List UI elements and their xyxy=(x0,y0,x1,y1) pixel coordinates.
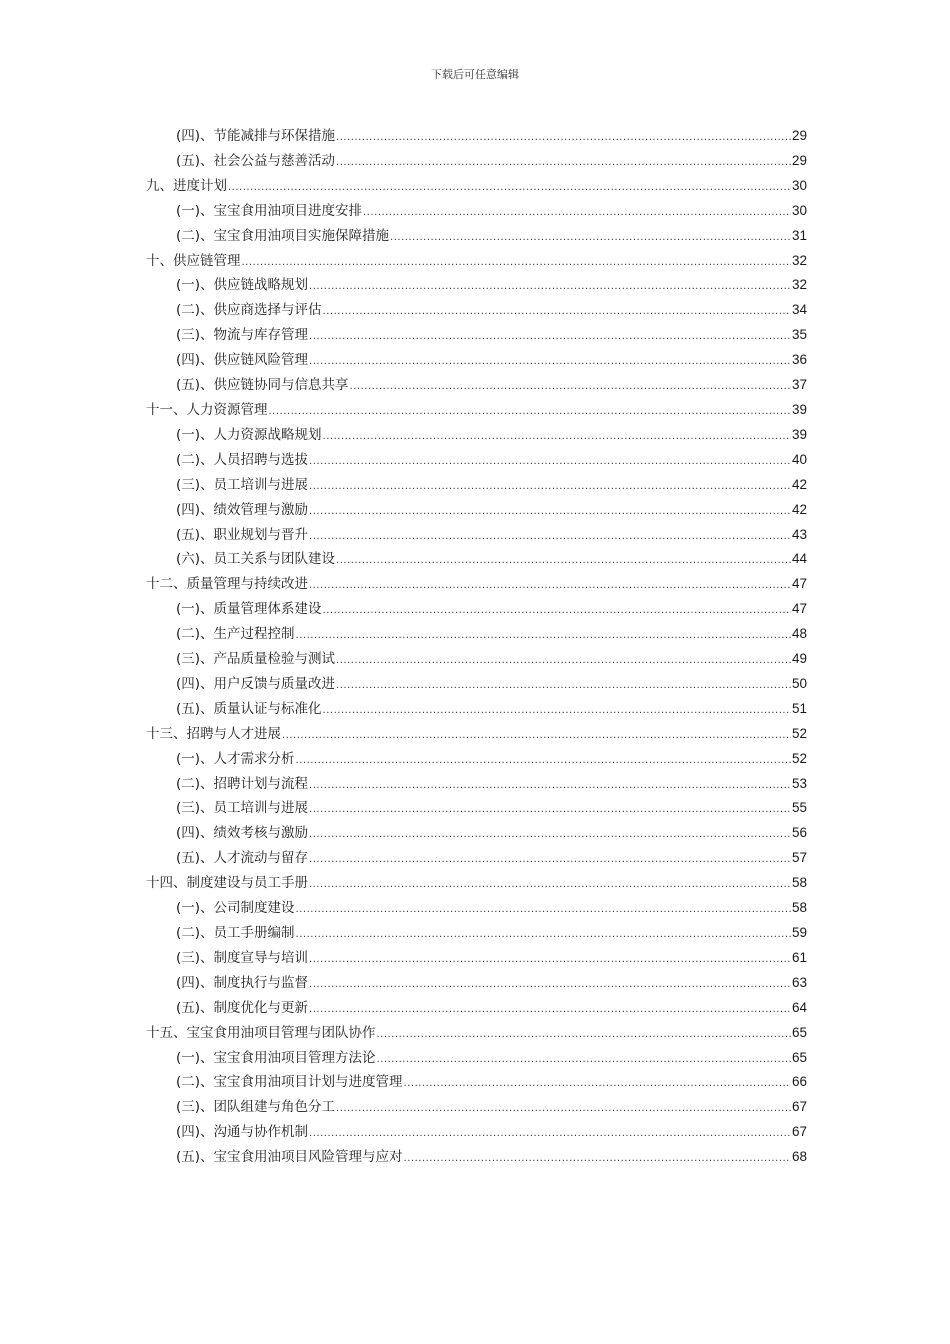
toc-section-entry[interactable] xyxy=(146,821,807,846)
toc-section-entry[interactable] xyxy=(146,1046,807,1071)
toc-section-entry[interactable] xyxy=(146,199,807,224)
toc-page-number: 42 xyxy=(791,501,807,517)
toc-section-entry[interactable] xyxy=(146,473,807,498)
toc-dot-leader xyxy=(404,1078,791,1089)
toc-entry-title: (三)、团队组建与角色分工 xyxy=(176,1099,336,1116)
toc-dot-leader xyxy=(296,755,791,766)
toc-dot-leader xyxy=(377,1054,791,1065)
toc-entry-title: (一)、宝宝食用油项目进度安排 xyxy=(176,202,363,219)
toc-entry-title: (二)、招聘计划与流程 xyxy=(176,775,309,792)
toc-dot-leader xyxy=(323,605,791,616)
toc-dot-leader xyxy=(309,331,791,342)
toc-chapter-entry[interactable] xyxy=(146,398,807,423)
toc-dot-leader xyxy=(363,207,791,218)
toc-section-entry[interactable] xyxy=(146,846,807,871)
toc-dot-leader xyxy=(377,1029,791,1040)
toc-page-number: 48 xyxy=(791,626,807,642)
toc-entry-title: (四)、供应链风险管理 xyxy=(176,352,309,369)
toc-section-entry[interactable] xyxy=(146,423,807,448)
toc-section-entry[interactable] xyxy=(146,1070,807,1095)
toc-dot-leader xyxy=(296,929,791,940)
toc-entry-title: (四)、节能减排与环保措施 xyxy=(176,128,336,144)
table-of-contents xyxy=(146,124,807,1170)
toc-dot-leader xyxy=(350,381,791,392)
toc-page-number: 49 xyxy=(791,651,807,667)
toc-page-number: 58 xyxy=(791,875,807,891)
toc-chapter-entry[interactable] xyxy=(146,722,807,747)
toc-entry-title: (四)、绩效考核与激励 xyxy=(176,825,309,842)
toc-page-number: 42 xyxy=(791,476,807,492)
toc-section-entry[interactable] xyxy=(146,1095,807,1120)
toc-page-number: 61 xyxy=(791,949,807,965)
toc-dot-leader xyxy=(309,506,791,517)
toc-dot-leader xyxy=(242,257,791,268)
toc-page-number: 47 xyxy=(791,601,807,617)
toc-entry-title: (二)、生产过程控制 xyxy=(176,626,295,643)
toc-page-number: 43 xyxy=(791,526,807,542)
toc-page-number: 37 xyxy=(791,377,807,393)
toc-dot-leader xyxy=(309,979,791,990)
toc-section-entry[interactable] xyxy=(146,373,807,398)
toc-dot-leader xyxy=(309,1004,791,1015)
toc-section-entry[interactable] xyxy=(146,523,807,548)
toc-page-number: 56 xyxy=(791,825,807,841)
page-header: 下载后可任意编辑 xyxy=(431,68,519,81)
toc-entry-title: 十二、质量管理与持续改进 xyxy=(146,576,308,593)
toc-page-number: 63 xyxy=(791,974,807,990)
toc-dot-leader xyxy=(336,680,791,691)
toc-chapter-entry[interactable] xyxy=(146,871,807,896)
toc-section-entry[interactable] xyxy=(146,647,807,672)
toc-section-entry[interactable] xyxy=(146,796,807,821)
toc-entry-title: (二)、宝宝食用油项目实施保障措施 xyxy=(176,227,390,244)
toc-dot-leader xyxy=(309,580,791,591)
toc-entry-title: 十一、人力资源管理 xyxy=(146,401,268,418)
toc-page-number: 59 xyxy=(791,925,807,940)
toc-entry-title: (二)、宝宝食用油项目计划与进度管理 xyxy=(176,1074,403,1091)
toc-section-entry[interactable] xyxy=(146,1120,807,1145)
toc-dot-leader xyxy=(309,531,791,542)
toc-page-number: 44 xyxy=(791,551,807,567)
toc-entry-title: 十四、制度建设与员工手册 xyxy=(146,875,308,892)
toc-page-number: 34 xyxy=(791,302,807,318)
toc-dot-leader xyxy=(336,132,791,143)
toc-chapter-entry[interactable] xyxy=(146,572,807,597)
toc-page-number: 47 xyxy=(791,576,807,592)
toc-entry-title: 十五、宝宝食用油项目管理与团队协作 xyxy=(146,1024,376,1041)
toc-page-number: 67 xyxy=(791,1124,807,1140)
toc-entry-title: (五)、社会公益与慈善活动 xyxy=(176,152,336,169)
toc-page-number: 30 xyxy=(791,177,807,193)
toc-entry-title: (三)、制度宣导与培训 xyxy=(176,949,309,966)
toc-entry-title: 十三、招聘与人才进展 xyxy=(146,725,281,742)
toc-section-entry[interactable] xyxy=(146,298,807,323)
toc-dot-leader xyxy=(228,182,791,193)
toc-page-number: 35 xyxy=(791,327,807,343)
toc-entry-title: (五)、质量认证与标准化 xyxy=(176,700,322,717)
toc-dot-leader xyxy=(323,705,791,716)
toc-section-entry[interactable] xyxy=(146,348,807,373)
toc-entry-title: (三)、产品质量检验与测试 xyxy=(176,651,336,668)
toc-section-entry[interactable] xyxy=(146,672,807,697)
toc-dot-leader xyxy=(296,630,791,641)
toc-dot-leader xyxy=(296,904,791,915)
toc-section-entry[interactable] xyxy=(146,971,807,996)
toc-entry-title: 十、供应链管理 xyxy=(146,252,241,269)
toc-entry-title: (五)、人才流动与留存 xyxy=(176,850,309,867)
toc-section-entry[interactable] xyxy=(146,149,807,174)
toc-page-number: 65 xyxy=(791,1024,807,1040)
toc-entry-title: (一)、人才需求分析 xyxy=(176,750,295,767)
toc-page-number: 40 xyxy=(791,451,807,467)
toc-section-entry[interactable] xyxy=(146,622,807,647)
toc-dot-leader xyxy=(323,306,791,317)
toc-section-entry[interactable] xyxy=(146,273,807,298)
toc-entry-title: (四)、用户反馈与质量改进 xyxy=(176,675,336,692)
toc-dot-leader xyxy=(336,655,791,666)
toc-page-number: 68 xyxy=(791,1149,807,1165)
toc-section-entry[interactable] xyxy=(146,896,807,921)
toc-dot-leader xyxy=(404,1153,791,1164)
toc-dot-leader xyxy=(309,780,791,791)
toc-dot-leader xyxy=(336,1103,791,1114)
toc-dot-leader xyxy=(323,431,791,442)
toc-section-entry[interactable] xyxy=(146,772,807,797)
toc-dot-leader xyxy=(336,555,791,566)
toc-entry-title: (五)、制度优化与更新 xyxy=(176,999,309,1016)
toc-dot-leader xyxy=(309,804,791,815)
toc-section-entry[interactable] xyxy=(146,323,807,348)
toc-section-entry[interactable] xyxy=(146,996,807,1021)
toc-page-number: 31 xyxy=(791,227,807,243)
toc-page-number: 51 xyxy=(791,700,807,716)
toc-entry-title: (五)、供应链协同与信息共享 xyxy=(176,377,349,394)
toc-page-number: 30 xyxy=(791,202,807,218)
toc-dot-leader xyxy=(282,730,791,741)
toc-dot-leader xyxy=(309,829,791,840)
toc-section-entry[interactable] xyxy=(146,498,807,523)
toc-dot-leader xyxy=(336,157,791,168)
toc-entry-title: (五)、宝宝食用油项目风险管理与应对 xyxy=(176,1149,403,1166)
toc-section-entry[interactable] xyxy=(146,224,807,249)
toc-chapter-entry[interactable] xyxy=(146,249,807,274)
toc-dot-leader xyxy=(390,232,791,243)
toc-dot-leader xyxy=(309,879,791,890)
toc-entry-title: (四)、绩效管理与激励 xyxy=(176,501,309,518)
toc-dot-leader xyxy=(309,456,791,467)
toc-entry-title: (三)、物流与库存管理 xyxy=(176,327,309,344)
toc-entry-title: (一)、宝宝食用油项目管理方法论 xyxy=(176,1049,376,1066)
toc-entry-title: (四)、沟通与协作机制 xyxy=(176,1124,309,1141)
toc-entry-title: (一)、人力资源战略规划 xyxy=(176,426,322,443)
toc-dot-leader xyxy=(309,481,791,492)
toc-page-number: 65 xyxy=(791,1049,807,1065)
toc-dot-leader xyxy=(269,406,791,417)
toc-entry-title: (三)、员工培训与进展 xyxy=(176,800,309,817)
toc-page-number: 32 xyxy=(791,252,807,268)
toc-section-entry[interactable] xyxy=(146,697,807,722)
toc-chapter-entry[interactable] xyxy=(146,174,807,199)
toc-entry-title: (六)、员工关系与团队建设 xyxy=(176,551,336,568)
toc-page-number: 50 xyxy=(791,675,807,691)
toc-dot-leader xyxy=(309,281,791,292)
toc-entry-title: (二)、人员招聘与选拔 xyxy=(176,451,309,468)
toc-page-number: 29 xyxy=(791,152,807,168)
toc-page-number: 53 xyxy=(791,775,807,791)
toc-entry-title: (一)、质量管理体系建设 xyxy=(176,601,322,618)
toc-page-number: 66 xyxy=(791,1074,807,1090)
toc-page-number: 39 xyxy=(791,426,807,442)
toc-entry-title: 九、进度计划 xyxy=(146,177,227,194)
toc-entry-title: (四)、制度执行与监督 xyxy=(176,974,309,991)
toc-section-entry[interactable] xyxy=(146,747,807,772)
toc-entry-title: (一)、供应链战略规划 xyxy=(176,277,309,294)
toc-page-number: 52 xyxy=(791,725,807,741)
toc-page-number: 32 xyxy=(791,277,807,293)
toc-section-entry[interactable] xyxy=(146,597,807,622)
toc-entry-title: (二)、供应商选择与评估 xyxy=(176,302,322,319)
toc-entry-title: (五)、职业规划与晋升 xyxy=(176,526,309,543)
toc-section-entry[interactable] xyxy=(146,547,807,572)
toc-page-number: 67 xyxy=(791,1099,807,1115)
toc-page-number: 64 xyxy=(791,999,807,1015)
toc-dot-leader xyxy=(309,854,791,865)
toc-page-number: 58 xyxy=(791,900,807,916)
toc-page-number: 36 xyxy=(791,352,807,368)
toc-page-number: 39 xyxy=(791,401,807,417)
toc-dot-leader xyxy=(309,1128,791,1139)
toc-entry-title: (一)、公司制度建设 xyxy=(176,900,295,917)
toc-section-entry[interactable] xyxy=(146,448,807,473)
toc-chapter-entry[interactable] xyxy=(146,1021,807,1046)
toc-entry-title: (二)、员工手册编制 xyxy=(176,925,295,941)
toc-section-entry[interactable] xyxy=(146,921,807,946)
toc-section-entry[interactable] xyxy=(146,124,807,149)
toc-page-number: 57 xyxy=(791,850,807,866)
toc-entry-title: (三)、员工培训与进展 xyxy=(176,476,309,493)
toc-dot-leader xyxy=(309,356,791,367)
toc-dot-leader xyxy=(309,954,791,965)
toc-page-number: 29 xyxy=(791,128,807,143)
toc-section-entry[interactable] xyxy=(146,946,807,971)
toc-section-entry[interactable] xyxy=(146,1145,807,1170)
toc-page-number: 55 xyxy=(791,800,807,816)
toc-page-number: 52 xyxy=(791,750,807,766)
